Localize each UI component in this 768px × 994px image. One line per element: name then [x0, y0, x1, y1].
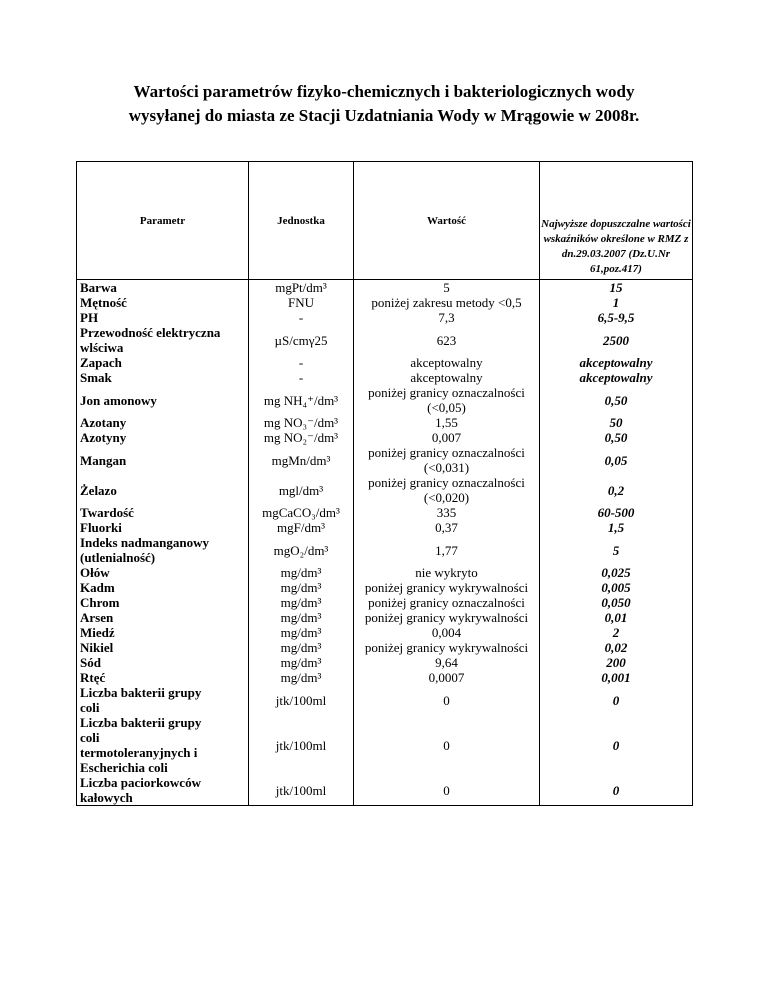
table-body-row — [77, 280, 693, 806]
value-cell — [357, 355, 536, 370]
parameter-cell — [80, 505, 245, 520]
parameter-cell — [80, 670, 245, 685]
value-cell-line: poniżej granicy oznaczalności — [368, 385, 525, 400]
unit-cell — [252, 520, 350, 535]
value-cell — [357, 565, 536, 580]
value-cell-line: poniżej granicy wykrywalności — [364, 640, 529, 655]
value-cell-line: poniżej granicy oznaczalności — [368, 475, 525, 490]
value-cell-line: poniżej granicy oznaczalności — [368, 595, 525, 610]
max-cell — [543, 535, 689, 565]
unit-cell-text: µS/cmγ25 — [274, 332, 328, 348]
unit-cell — [252, 655, 350, 670]
parameter-cell — [80, 565, 245, 580]
value-cell — [357, 280, 536, 295]
max-cell — [543, 385, 689, 415]
max-cell — [543, 715, 689, 775]
unit-cell-text: mgMn/dm³ — [271, 452, 331, 468]
value-cell-line: poniżej granicy oznaczalności — [368, 445, 525, 460]
max-cell — [543, 280, 689, 295]
max-cell-text: 50 — [609, 415, 623, 430]
unit-cell-text: mg/dm³ — [280, 670, 322, 685]
unit-cell — [252, 280, 350, 295]
value-cell — [357, 625, 536, 640]
max-cell — [543, 430, 689, 445]
parameter-cell-line: Arsen — [80, 610, 114, 625]
unit-cell-text: - — [298, 370, 304, 385]
parameter-cell — [80, 685, 245, 715]
max-cell — [543, 355, 689, 370]
unit-cell — [252, 505, 350, 520]
parameter-cell-line: Liczba bakterii grupy — [80, 715, 202, 730]
max-cell-text: 6,5-9,5 — [597, 310, 635, 325]
unit-cell-text: mg/dm³ — [280, 580, 322, 595]
max-cell — [543, 655, 689, 670]
unit-cell-text: mgO₂/dm³ — [273, 542, 329, 558]
unit-cell — [252, 670, 350, 685]
parameter-cell — [80, 295, 245, 310]
max-cell — [543, 670, 689, 685]
value-cell-line: 335 — [436, 505, 457, 520]
parameter-cell — [80, 655, 245, 670]
parameter-cell-line: coli — [80, 700, 100, 715]
unit-cell-text: jtk/100ml — [275, 737, 327, 753]
value-cell-line: 1,77 — [435, 542, 458, 558]
value-cell — [357, 655, 536, 670]
max-cell — [543, 310, 689, 325]
unit-cell-text: mg NH₄⁺/dm³ — [263, 392, 339, 408]
unit-cell-text: mgCaCO₃/dm³ — [262, 505, 340, 520]
parameter-cell-line: Barwa — [80, 280, 117, 295]
max-cell-text: 2 — [612, 625, 620, 640]
max-cell-text: 0 — [612, 737, 620, 753]
parameter-cell — [80, 475, 245, 505]
unit-cell — [252, 415, 350, 430]
header-unit: Jednostka — [249, 162, 354, 280]
max-cell-text: akceptowalny — [579, 370, 653, 385]
max-cell — [543, 595, 689, 610]
parameter-cell-line: termotoleranyjnych i — [80, 745, 198, 760]
unit-cell-text: mgF/dm³ — [277, 520, 325, 535]
parameter-cell — [80, 280, 245, 295]
unit-cell — [252, 295, 350, 310]
table-header-row — [77, 162, 693, 280]
value-cell-line: (<0,05) — [427, 400, 466, 415]
unit-cell — [252, 625, 350, 640]
value-cell-line: 0 — [443, 782, 450, 798]
parameter-cell-line: (utlenialność) — [80, 550, 156, 565]
unit-cell — [252, 580, 350, 595]
value-cell — [357, 595, 536, 610]
max-cell-text: 0 — [612, 782, 620, 798]
max-cell-text: 2500 — [603, 332, 629, 348]
unit-cell — [252, 325, 350, 355]
max-column — [540, 280, 693, 806]
parameter-cell-line: Indeks nadmanganowy — [80, 535, 209, 550]
max-cell — [543, 370, 689, 385]
value-cell — [357, 775, 536, 805]
unit-cell — [252, 595, 350, 610]
value-cell — [357, 640, 536, 655]
value-cell-line: 1,55 — [435, 415, 458, 430]
unit-cell-text: mg/dm³ — [280, 640, 322, 655]
parameter-cell — [80, 325, 245, 355]
parameter-cell — [80, 580, 245, 595]
parameter-cell-line: Smak — [80, 370, 112, 385]
max-cell-text: 0,01 — [604, 610, 628, 625]
value-cell-line: 0 — [443, 737, 450, 753]
parameter-cell — [80, 625, 245, 640]
unit-cell-text: FNU — [287, 295, 314, 310]
value-cell — [357, 505, 536, 520]
unit-cell-text: mg NO₂⁻/dm³ — [263, 430, 339, 445]
unit-cell — [252, 445, 350, 475]
max-cell-text: 0 — [612, 692, 620, 708]
value-cell — [357, 295, 536, 310]
value-cell-line: akceptowalny — [410, 355, 483, 370]
max-cell-text: 0,05 — [604, 452, 628, 468]
value-cell-line: poniżej granicy wykrywalności — [364, 580, 529, 595]
parameter-cell — [80, 310, 245, 325]
header-max-allowed: Najwyższe dopuszczalne wartości wskaźników określone w RMZ z dn.29.03.2007 (Dz.U.Nr 61,poz.417) — [540, 162, 693, 280]
parameter-cell — [80, 520, 245, 535]
max-cell-text: 0,50 — [604, 392, 628, 408]
parameter-cell-line: Ołów — [80, 565, 110, 580]
title-line-2: wysyłanej do miasta ze Stacji Uzdatniania Wody w Mrągowie w 2008r. — [128, 106, 640, 125]
unit-cell — [252, 685, 350, 715]
unit-cell-text: mgPt/dm³ — [275, 280, 327, 295]
parameter-cell — [80, 640, 245, 655]
value-cell-line: 5 — [443, 280, 450, 295]
max-cell-text: 0,025 — [601, 565, 631, 580]
parameter-cell-line: Liczba bakterii grupy — [80, 685, 202, 700]
value-cell-line: 0 — [443, 692, 450, 708]
value-cell — [357, 475, 536, 505]
parameter-cell — [80, 595, 245, 610]
parameter-cell-line: PH — [80, 310, 99, 325]
parameters-table — [76, 161, 693, 806]
max-cell — [543, 625, 689, 640]
parameter-cell — [80, 355, 245, 370]
unit-cell — [252, 310, 350, 325]
max-cell-text: 200 — [606, 655, 626, 670]
value-cell-line: 0,004 — [431, 625, 462, 640]
unit-cell — [252, 565, 350, 580]
value-cell-line: poniżej granicy wykrywalności — [364, 610, 529, 625]
parameter-cell-line: Przewodność elektryczna — [80, 325, 221, 340]
unit-cell-text: mg/dm³ — [280, 565, 322, 580]
value-column — [354, 280, 540, 806]
parameter-cell-line: Liczba paciorkowców — [80, 775, 201, 790]
max-cell — [543, 505, 689, 520]
parameter-cell-line: Mętność — [80, 295, 127, 310]
value-cell — [357, 685, 536, 715]
value-cell — [357, 385, 536, 415]
max-cell — [543, 565, 689, 580]
unit-cell — [252, 715, 350, 775]
max-cell — [543, 295, 689, 310]
value-cell-line: 623 — [436, 332, 457, 348]
max-cell-text: 5 — [612, 542, 620, 558]
max-cell-text: 1,5 — [607, 520, 625, 535]
value-cell — [357, 310, 536, 325]
value-cell — [357, 535, 536, 565]
header-value: Wartość — [354, 162, 540, 280]
value-cell — [357, 580, 536, 595]
parameter-cell-line: Sód — [80, 655, 101, 670]
parameter-cell — [80, 610, 245, 625]
unit-cell — [252, 430, 350, 445]
parameter-cell-line: wlściwa — [80, 340, 124, 355]
parameter-cell — [80, 535, 245, 565]
value-cell — [357, 415, 536, 430]
value-cell-line: 7,3 — [438, 310, 455, 325]
max-cell-text: 0,50 — [604, 430, 628, 445]
max-cell — [543, 610, 689, 625]
document-title — [0, 80, 768, 128]
unit-cell-text: mg/dm³ — [280, 625, 322, 640]
unit-cell-text: mgl/dm³ — [278, 482, 324, 498]
parameter-cell-line: kałowych — [80, 790, 133, 805]
parameter-cell — [80, 385, 245, 415]
max-cell-text: 0,02 — [604, 640, 628, 655]
value-cell — [357, 670, 536, 685]
parameter-column — [77, 280, 249, 806]
parameter-cell-line: Azotany — [80, 415, 127, 430]
value-cell — [357, 430, 536, 445]
unit-cell-text: mg/dm³ — [280, 595, 322, 610]
max-cell — [543, 325, 689, 355]
parameter-cell — [80, 415, 245, 430]
parameter-cell-line: Rtęć — [80, 670, 106, 685]
max-cell-text: 1 — [612, 295, 620, 310]
max-cell — [543, 685, 689, 715]
value-cell-line: 9,64 — [435, 655, 458, 670]
parameter-cell-line: Mangan — [80, 452, 127, 468]
header-parameter: Parametr — [77, 162, 249, 280]
unit-cell-text: - — [298, 310, 304, 325]
parameter-cell — [80, 430, 245, 445]
parameter-cell-line: Kadm — [80, 580, 115, 595]
value-cell-line: akceptowalny — [410, 370, 483, 385]
unit-column — [249, 280, 354, 806]
value-cell-line: poniżej zakresu metody <0,5 — [371, 295, 522, 310]
unit-cell-text: jtk/100ml — [275, 782, 327, 798]
unit-cell-text: mg NO₃⁻/dm³ — [263, 415, 339, 430]
unit-cell — [252, 535, 350, 565]
unit-cell-text: mg/dm³ — [280, 655, 322, 670]
parameter-cell-line: Chrom — [80, 595, 120, 610]
value-cell — [357, 325, 536, 355]
unit-cell-text: mg/dm³ — [280, 610, 322, 625]
value-cell — [357, 715, 536, 775]
parameter-cell-line: Jon amonowy — [80, 392, 157, 408]
parameter-cell — [80, 445, 245, 475]
parameter-cell-line: Fluorki — [80, 520, 122, 535]
value-cell-line: nie wykryto — [415, 565, 478, 580]
parameter-cell-line: coli — [80, 730, 100, 745]
unit-cell-text: - — [298, 355, 304, 370]
parameter-cell — [80, 715, 245, 775]
max-cell-text: 0,005 — [601, 580, 631, 595]
max-cell — [543, 640, 689, 655]
value-cell-line: 0,37 — [435, 520, 458, 535]
title-line-1: Wartości parametrów fizyko-chemicznych i bakteriologicznych wody — [133, 82, 635, 101]
unit-cell — [252, 610, 350, 625]
value-cell-line: (<0,020) — [423, 490, 470, 505]
max-cell-text: 15 — [609, 280, 623, 295]
parameter-cell-line: Twardość — [80, 505, 134, 520]
max-cell-text: 0,050 — [601, 595, 631, 610]
max-cell-text: 0,001 — [601, 670, 631, 685]
value-cell — [357, 445, 536, 475]
unit-cell — [252, 370, 350, 385]
parameter-cell-line: Zapach — [80, 355, 122, 370]
value-cell-line: 0,007 — [431, 430, 462, 445]
parameter-cell-line: Azotyny — [80, 430, 127, 445]
max-cell — [543, 415, 689, 430]
max-cell — [543, 475, 689, 505]
value-cell — [357, 610, 536, 625]
value-cell-line: (<0,031) — [423, 460, 470, 475]
parameter-cell — [80, 370, 245, 385]
parameter-cell-line: Żelazo — [80, 482, 117, 498]
parameter-cell-line: Miedź — [80, 625, 115, 640]
unit-cell-text: jtk/100ml — [275, 692, 327, 708]
unit-cell — [252, 775, 350, 805]
max-cell-text: 0,2 — [607, 482, 625, 498]
unit-cell — [252, 355, 350, 370]
max-cell — [543, 520, 689, 535]
max-cell-text: 60-500 — [597, 505, 635, 520]
max-cell — [543, 775, 689, 805]
parameter-cell-line: Escherichia coli — [80, 760, 168, 775]
value-cell — [357, 520, 536, 535]
unit-cell — [252, 640, 350, 655]
value-cell-line: 0,0007 — [428, 670, 465, 685]
value-cell — [357, 370, 536, 385]
max-cell — [543, 445, 689, 475]
parameter-cell — [80, 775, 245, 805]
max-cell — [543, 580, 689, 595]
unit-cell — [252, 475, 350, 505]
unit-cell — [252, 385, 350, 415]
max-cell-text: akceptowalny — [579, 355, 653, 370]
parameter-cell-line: Nikiel — [80, 640, 114, 655]
